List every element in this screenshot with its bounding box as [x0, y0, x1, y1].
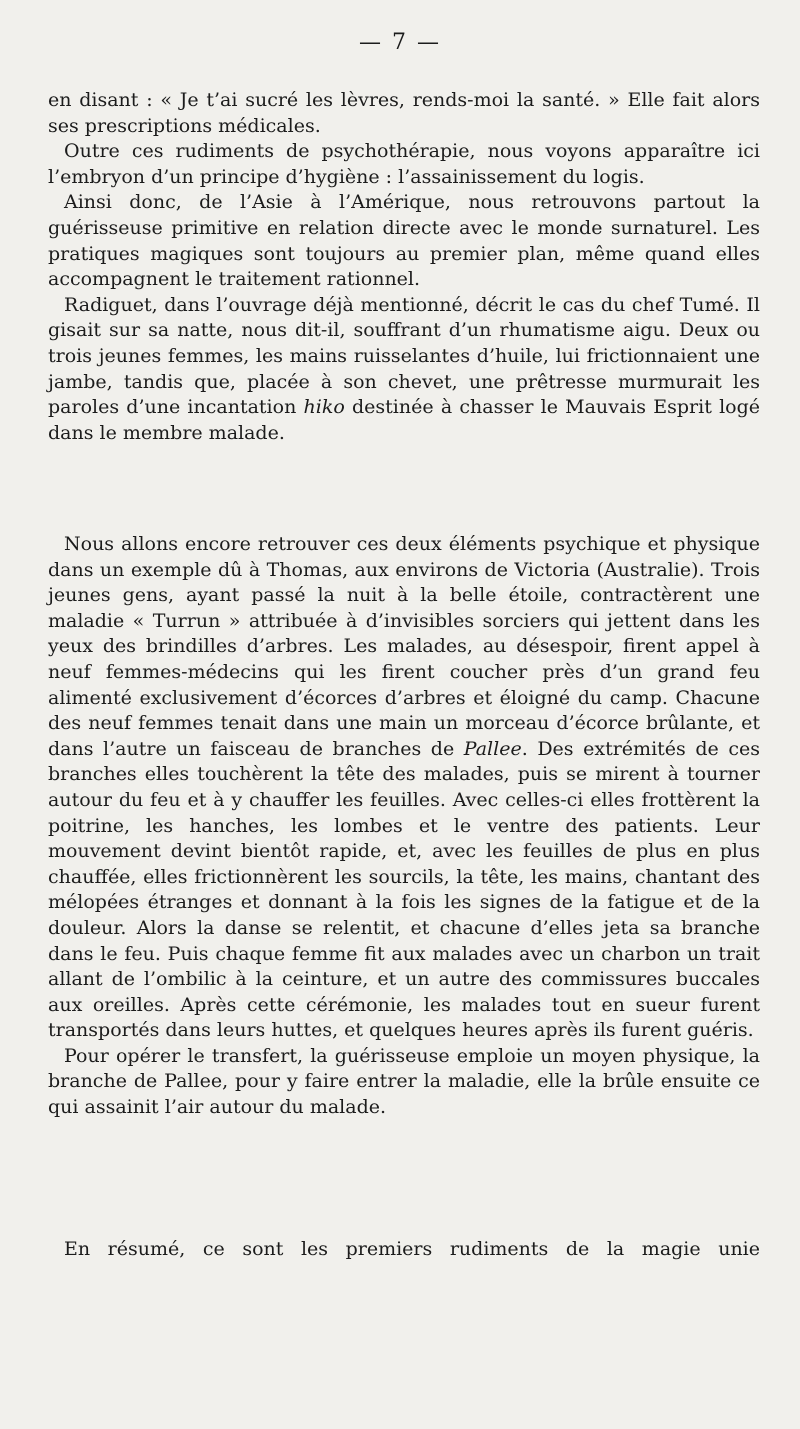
- page-number: — 7 —: [359, 30, 441, 55]
- paragraph-3: Ainsi donc, de l’Asie à l’Amérique, nous retrouvons partout la guérisseuse primitive en relation directe avec le monde surnaturel. Les pratiques magiques sont toujours au premier plan, même quand elles accompagnent le traitement rationnel.: [48, 191, 760, 291]
- paragraph-5-text-b: . Des extrémités de ces branches elles touchèrent la tête des malades, puis se mirent à tourner autour du feu et à y chauffer les feuilles. Avec celles-ci elles frottèrent la poitrine, les hanches, les lombes et le ventre des patients. Leur mouvement devint bientôt rapide, et, avec les feuilles de plus en plus chauffée, elles frictionnèrent les sourcils, la tête, les mains, chantant des mélopées étranges et donnant à la fois les signes de la fatigue et de la douleur. Alors la danse se relentit, et chacune d’elles jeta sa branche dans le feu. Puis chaque femme fit aux malades avec un charbon un trait allant de l’ombilic à la ceinture, et un autre des commissures buccales aux oreilles. Après cette cérémonie, les malades tout en sueur furent transportés dans leurs huttes, et quelques heures après ils furent guéris.: [48, 737, 760, 1042]
- text-section-3: [48, 1237, 760, 1263]
- paragraph-4: [48, 293, 760, 447]
- paragraph-4-italic-term: hiko: [303, 396, 345, 419]
- paragraph-2: Outre ces rudiments de psychothérapie, nous voyons apparaître ici l’embryon d’un principe d’hygiène : l’assainissement du logis.: [48, 140, 760, 188]
- text-section-1: [48, 88, 760, 446]
- paragraph-4-text-b: destinée à chasser le Mauvais Esprit logé dans le membre malade.: [48, 396, 760, 444]
- paragraph-5-italic-term: Pallee: [463, 737, 522, 760]
- paragraph-7: En résumé, ce sont les premiers rudiments de la magie unie: [64, 1238, 760, 1260]
- paragraph-5-text-a: Nous allons encore retrouver ces deux éléments psychique et physique dans un exemple dû à Thomas, aux environs de Victoria (Australie). Trois jeunes gens, ayant passé la nuit à la belle étoile, contractèrent une maladie « Turrun » attribuée à d’invisibles sorciers qui jettent dans les yeux des brindilles d’arbres. Les malades, au désespoir, firent appel à neuf femmes-médecins qui les firent coucher près d’un grand feu alimenté exclusivement d’écorces d’arbres et éloigné du camp. Chacune des neuf femmes tenait dans une main un morceau d’écorce brûlante, et dans l’autre un faisceau de branches de: [48, 533, 760, 760]
- paragraph-1: en disant : « Je t’ai sucré les lèvres, rends-moi la santé. » Elle fait alors ses prescriptions médicales.: [48, 89, 760, 137]
- paragraph-5: [48, 532, 760, 1044]
- text-section-2: [48, 532, 760, 1121]
- paragraph-4-text-a: Radiguet, dans l’ouvrage déjà mentionné, décrit le cas du chef Tumé. Il gisait sur sa natte, nous dit-il, souffrant d’un rhumatisme aigu. Deux ou trois jeunes femmes, les mains ruisselantes d’huile, lui frictionnaient une jambe, tandis que, placée à son chevet, une prêtresse murmurait les paroles d’une incantation: [48, 293, 760, 419]
- paragraph-6: Pour opérer le transfert, la guérisseuse emploie un moyen physique, la branche de Pallee, pour y faire entrer la maladie, elle la brûle ensuite ce qui assainit l’air autour du malade.: [48, 1044, 760, 1119]
